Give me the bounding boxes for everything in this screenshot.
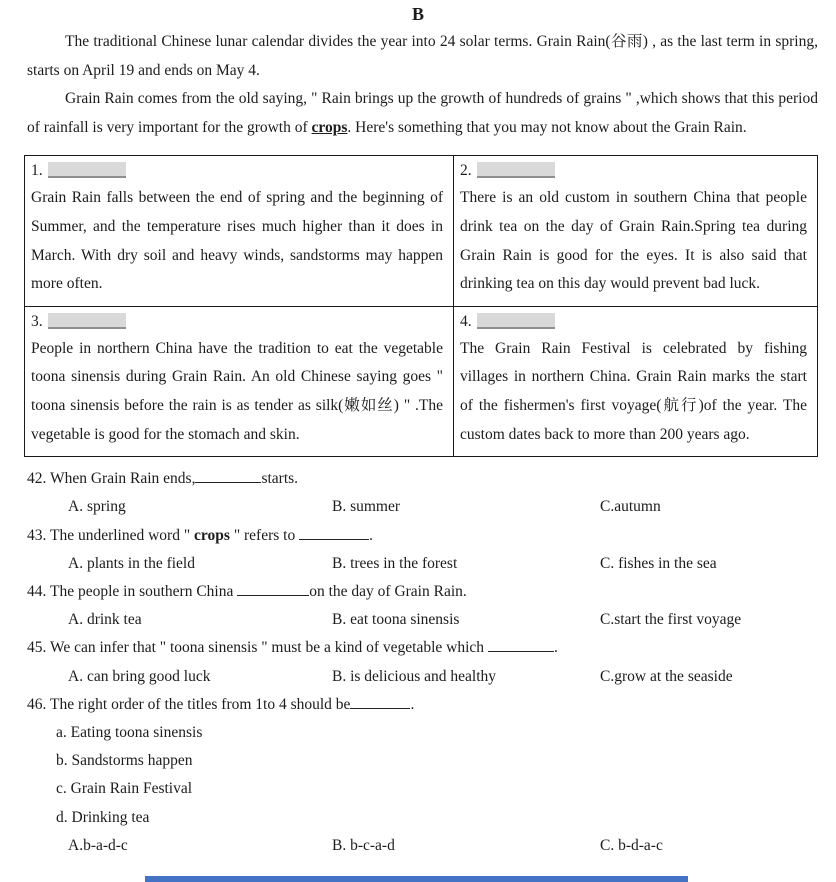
- option-a: A. spring: [68, 498, 126, 516]
- question-42-number: 42.: [27, 470, 47, 488]
- intro-paragraph-1-text: The traditional Chinese lunar calendar divides the year into 24 solar terms. Grain Rain(谷雨) , as the last term in spring, starts on April 19 and ends on May 4.: [27, 33, 818, 79]
- question-43-options: [27, 550, 818, 578]
- title-blank-3: [48, 313, 126, 329]
- cell-2-number: 2.: [460, 162, 472, 180]
- cell-3-text: People in northern China have the tradition to eat the vegetable toona sinensis during Grain Rain. An old Chinese saying goes " toona sinensis before the rain is as tender as silk(嫩如丝) " .The vegetable is good for the stomach and skin.: [31, 339, 443, 443]
- cell-4-header: [460, 309, 807, 335]
- question-46: [27, 691, 818, 719]
- table-row: [25, 306, 818, 456]
- option-a: A. drink tea: [68, 611, 142, 629]
- question-43-keyword: crops: [194, 526, 230, 544]
- intro-paragraph-2: [27, 85, 818, 142]
- underlined-keyword-crops: crops: [311, 118, 348, 136]
- question-43: [27, 522, 818, 550]
- question-46-subitem-a: a. Eating toona sinensis: [56, 723, 203, 741]
- question-43-number: 43.: [27, 526, 47, 544]
- section-title: B: [411, 4, 424, 24]
- option-c: C. b-d-a-c: [600, 836, 663, 854]
- option-b: B. eat toona sinensis: [332, 611, 460, 629]
- answer-blank: [237, 582, 309, 596]
- table-cell-3: [25, 306, 454, 456]
- intro-paragraph-2-text: Grain Rain comes from the old saying, " Rain brings up the growth of hundreds of grains " ,which shows that this period of rainfall is very important for the growth of: [27, 90, 818, 136]
- table-cell-1: [25, 156, 454, 306]
- cell-3-number: 3.: [31, 312, 43, 330]
- question-45: [27, 634, 818, 662]
- question-42-stem-tail: starts.: [261, 470, 299, 488]
- option-c: C.start the first voyage: [600, 611, 742, 629]
- question-44-options: [27, 606, 818, 634]
- question-46-options: [27, 832, 818, 860]
- question-46-subitem-d: d. Drinking tea: [56, 808, 150, 826]
- cell-4-text: The Grain Rain Festival is celebrated by fishing villages in northern China. Grain Rain marks the start of the fishermen's first voyage(航行)of the year. The custom dates back to more than 200 years ago.: [460, 339, 807, 443]
- cell-3-header: [31, 309, 443, 335]
- question-46-subitem-c: c. Grain Rain Festival: [56, 780, 193, 798]
- question-46-stem-tail: .: [410, 695, 415, 713]
- question-44-stem-tail: on the day of Grain Rain.: [309, 582, 467, 600]
- question-44: [27, 578, 818, 606]
- cell-1-header: [31, 158, 443, 184]
- question-45-stem-tail: .: [553, 639, 558, 657]
- option-c: C.grow at the seaside: [600, 667, 733, 685]
- answer-blank: [350, 695, 410, 709]
- option-b: B. is delicious and healthy: [332, 667, 497, 685]
- intro-paragraph-2-tail: . Here's something that you may not know about the Grain Rain.: [347, 118, 747, 136]
- title-blank-1: [48, 162, 126, 178]
- option-b: B. trees in the forest: [332, 554, 458, 572]
- intro-paragraph-1: [27, 28, 818, 85]
- question-45-options: [27, 663, 818, 691]
- option-a: A. plants in the field: [68, 554, 195, 572]
- question-43-stem-mid: " refers to: [229, 526, 300, 544]
- titles-table: [24, 155, 818, 457]
- questions-section: [27, 465, 818, 860]
- option-b: B. summer: [332, 498, 401, 516]
- option-c: C.autumn: [600, 498, 661, 516]
- question-42-stem: When Grain Rain ends,: [46, 470, 196, 488]
- cell-2-text: There is an old custom in southern China that people drink tea on the day of Grain Rain.Spring tea during Grain Rain is good for the eyes. It is also said that drinking tea on this day would prevent bad luck.: [460, 189, 807, 293]
- answer-blank: [299, 526, 369, 540]
- option-a: A. can bring good luck: [68, 667, 211, 685]
- cell-1-number: 1.: [31, 162, 43, 180]
- option-c: C. fishes in the sea: [600, 554, 717, 572]
- intro-text: [27, 28, 818, 142]
- question-42-options: [27, 493, 818, 521]
- question-44-number: 44.: [27, 582, 47, 600]
- answer-blank: [195, 469, 261, 483]
- cell-1-text: Grain Rain falls between the end of spring and the beginning of Summer, and the temperature rises much higher than it does in March. With dry soil and heavy winds, sandstorms may happen more often.: [31, 189, 443, 293]
- question-45-stem: We can infer that " toona sinensis " must be a kind of vegetable which: [46, 639, 488, 657]
- table-row: [25, 156, 818, 306]
- question-43-stem: The underlined word ": [46, 526, 195, 544]
- answer-blank: [488, 638, 554, 652]
- question-46-number: 46.: [27, 695, 47, 713]
- question-43-stem-tail: .: [369, 526, 373, 544]
- question-46-subitem-b: b. Sandstorms happen: [56, 752, 193, 770]
- cell-4-number: 4.: [460, 312, 472, 330]
- title-blank-2: [477, 162, 555, 178]
- bottom-scroll-indicator[interactable]: [145, 876, 688, 882]
- question-44-stem: The people in southern China: [46, 582, 238, 600]
- question-46-stem: The right order of the titles from 1to 4 should be: [46, 695, 351, 713]
- question-45-number: 45.: [27, 639, 47, 657]
- option-b: B. b-c-a-d: [332, 836, 395, 854]
- cell-2-header: [460, 158, 807, 184]
- title-blank-4: [477, 313, 555, 329]
- table-cell-2: [454, 156, 818, 306]
- option-a: A.b-a-d-c: [68, 836, 128, 854]
- table-cell-4: [454, 306, 818, 456]
- question-42: [27, 465, 818, 493]
